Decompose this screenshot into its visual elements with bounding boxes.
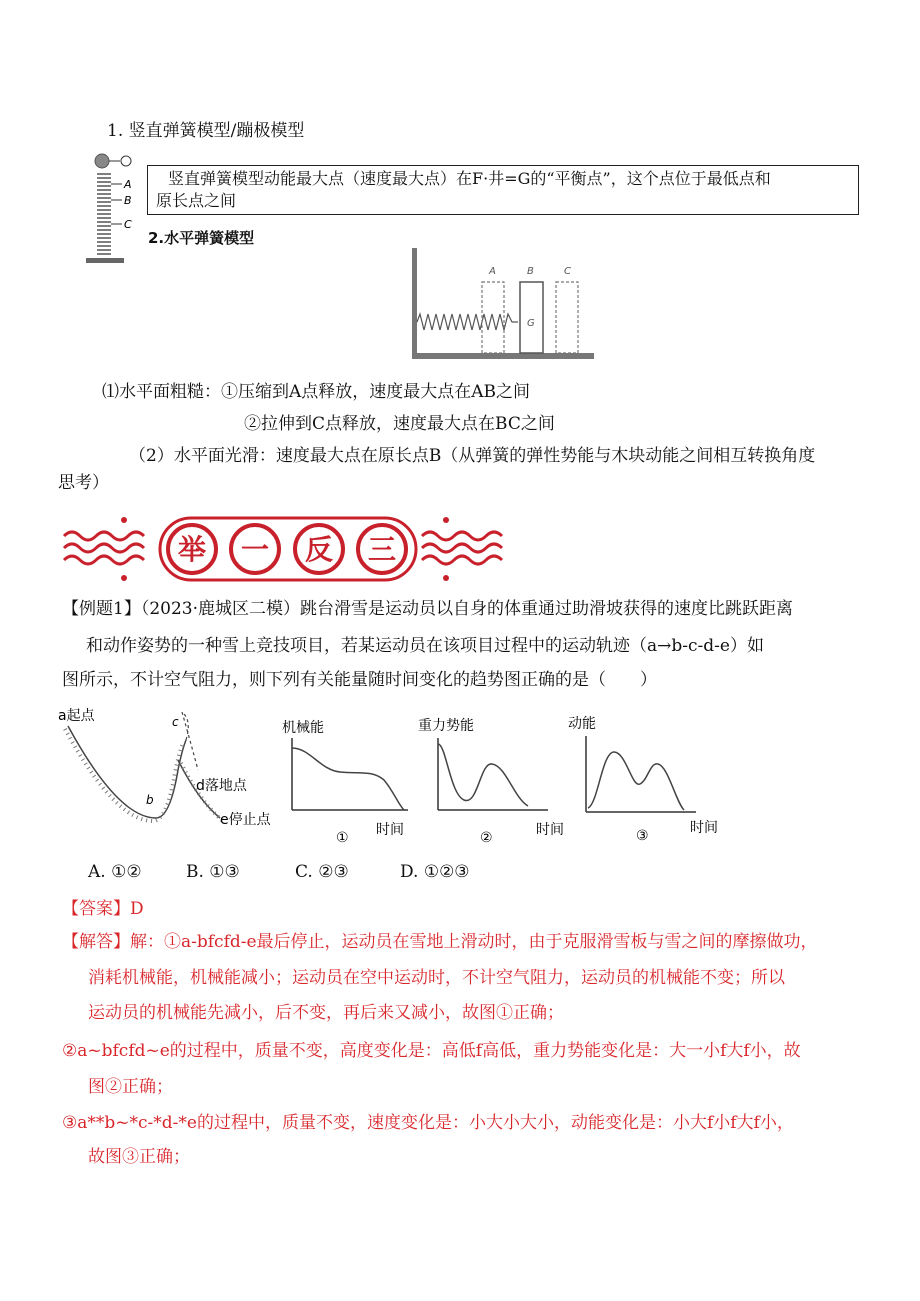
banner-char-3: 反 bbox=[304, 533, 334, 566]
block-label-a: A bbox=[489, 266, 496, 277]
option-c: C. ②③ bbox=[295, 862, 349, 882]
graph1-number: ① bbox=[336, 830, 349, 844]
graph3-ylabel: 动能 bbox=[568, 716, 596, 732]
banner-char-1: 举 bbox=[177, 533, 207, 566]
block-label-c: C bbox=[564, 266, 571, 277]
graph1-ylabel: 机械能 bbox=[282, 720, 324, 736]
graph2-xlabel: 时间 bbox=[536, 822, 564, 838]
rough-line-1: ⑴水平面粗糙：①压缩到A点释放，速度最大点在AB之间 bbox=[102, 382, 531, 402]
mechanical-energy-graph bbox=[280, 714, 410, 844]
analysis-line-4: ②a~bfcfd~e的过程中，质量不变，高度变化是：高低f高低，重力势能变化是：大一小f大f小，故 bbox=[62, 1041, 801, 1061]
track-label-d: d落地点 bbox=[196, 778, 247, 794]
track-label-b: b bbox=[146, 793, 154, 807]
horizontal-spring-figure bbox=[406, 246, 596, 364]
note-line-1: 竖直弹簧模型动能最大点（速度最大点）在F·井=G的“平衡点”，这个点位于最低点和 bbox=[168, 169, 771, 188]
smooth-line-1: （2）水平面光滑：速度最大点在原长点B（从弹簧的弹性势能与木块动能之间相互转换角度 bbox=[129, 446, 816, 466]
section1-title: 1. 竖直弹簧模型/蹦极模型 bbox=[107, 121, 305, 141]
analysis-line-1: 【解答】解：①a-bfcfd-e最后停止，运动员在雪地上滑动时，由于克服滑雪板与雪之间的摩擦做功， bbox=[62, 932, 818, 952]
note-line-2: 原长点之间 bbox=[156, 191, 237, 210]
track-label-a: a起点 bbox=[58, 708, 95, 724]
analysis-line-3: 运动员的机械能先减小，后不变，再后来又减小，故图①正确； bbox=[88, 1003, 564, 1023]
example-line-3: 图所示，不计空气阻力，则下列有关能量随时间变化的趋势图正确的是（ ） bbox=[62, 670, 657, 690]
banner-char-4: 三 bbox=[367, 533, 397, 566]
analysis-line-2: 消耗机械能，机械能减小；运动员在空中运动时，不计空气阻力，运动员的机械能不变；所以 bbox=[88, 968, 785, 988]
graph2-number: ② bbox=[480, 830, 493, 844]
ski-track-figure bbox=[58, 700, 288, 830]
section2-title: 2.水平弹簧模型 bbox=[148, 229, 255, 247]
ju-yi-fan-san-banner bbox=[60, 512, 508, 588]
block-label-b: B bbox=[527, 266, 534, 277]
graph3-number: ③ bbox=[636, 828, 649, 844]
kinetic-energy-graph bbox=[564, 714, 724, 844]
analysis-line-7: 故图③正确； bbox=[88, 1147, 190, 1167]
analysis-line-5: 图②正确； bbox=[88, 1077, 173, 1097]
graph2-ylabel: 重力势能 bbox=[418, 718, 474, 734]
block-weight-label: G bbox=[527, 318, 535, 329]
track-label-e: e停止点 bbox=[220, 812, 271, 828]
track-label-c: c bbox=[172, 715, 179, 729]
option-a: A. ①② bbox=[88, 862, 142, 882]
option-b: B. ①③ bbox=[186, 862, 240, 882]
banner-char-2: 一 bbox=[240, 533, 270, 566]
spring-label-a: A bbox=[124, 178, 132, 191]
smooth-line-2: 思考） bbox=[58, 473, 109, 493]
rough-line-2: ②拉伸到C点释放，速度最大点在BC之间 bbox=[244, 414, 555, 434]
potential-energy-graph bbox=[418, 714, 574, 844]
example-line-2: 和动作姿势的一种雪上竞技项目，若某运动员在该项目过程中的运动轨迹（a→b-c-d-e）如 bbox=[86, 636, 764, 656]
example-line-1: 【例题1】（2023·鹿城区二模）跳台滑雪是运动员以自身的体重通过助滑坡获得的速度比跳跃距离 bbox=[62, 599, 793, 619]
spring-label-b: B bbox=[124, 194, 132, 207]
graph1-xlabel: 时间 bbox=[376, 822, 404, 838]
vertical-spring-figure bbox=[82, 150, 144, 266]
analysis-line-6: ③a**b~*c-*d-*e的过程中，质量不变，速度变化是：小大小大小，动能变化是：小大f小f大f小， bbox=[62, 1113, 794, 1133]
balance-point-note bbox=[147, 165, 859, 215]
spring-label-c: C bbox=[124, 218, 132, 231]
answer-label: 【答案】D bbox=[62, 899, 144, 919]
option-d: D. ①②③ bbox=[400, 862, 470, 882]
graph3-xlabel: 时间 bbox=[690, 820, 718, 836]
